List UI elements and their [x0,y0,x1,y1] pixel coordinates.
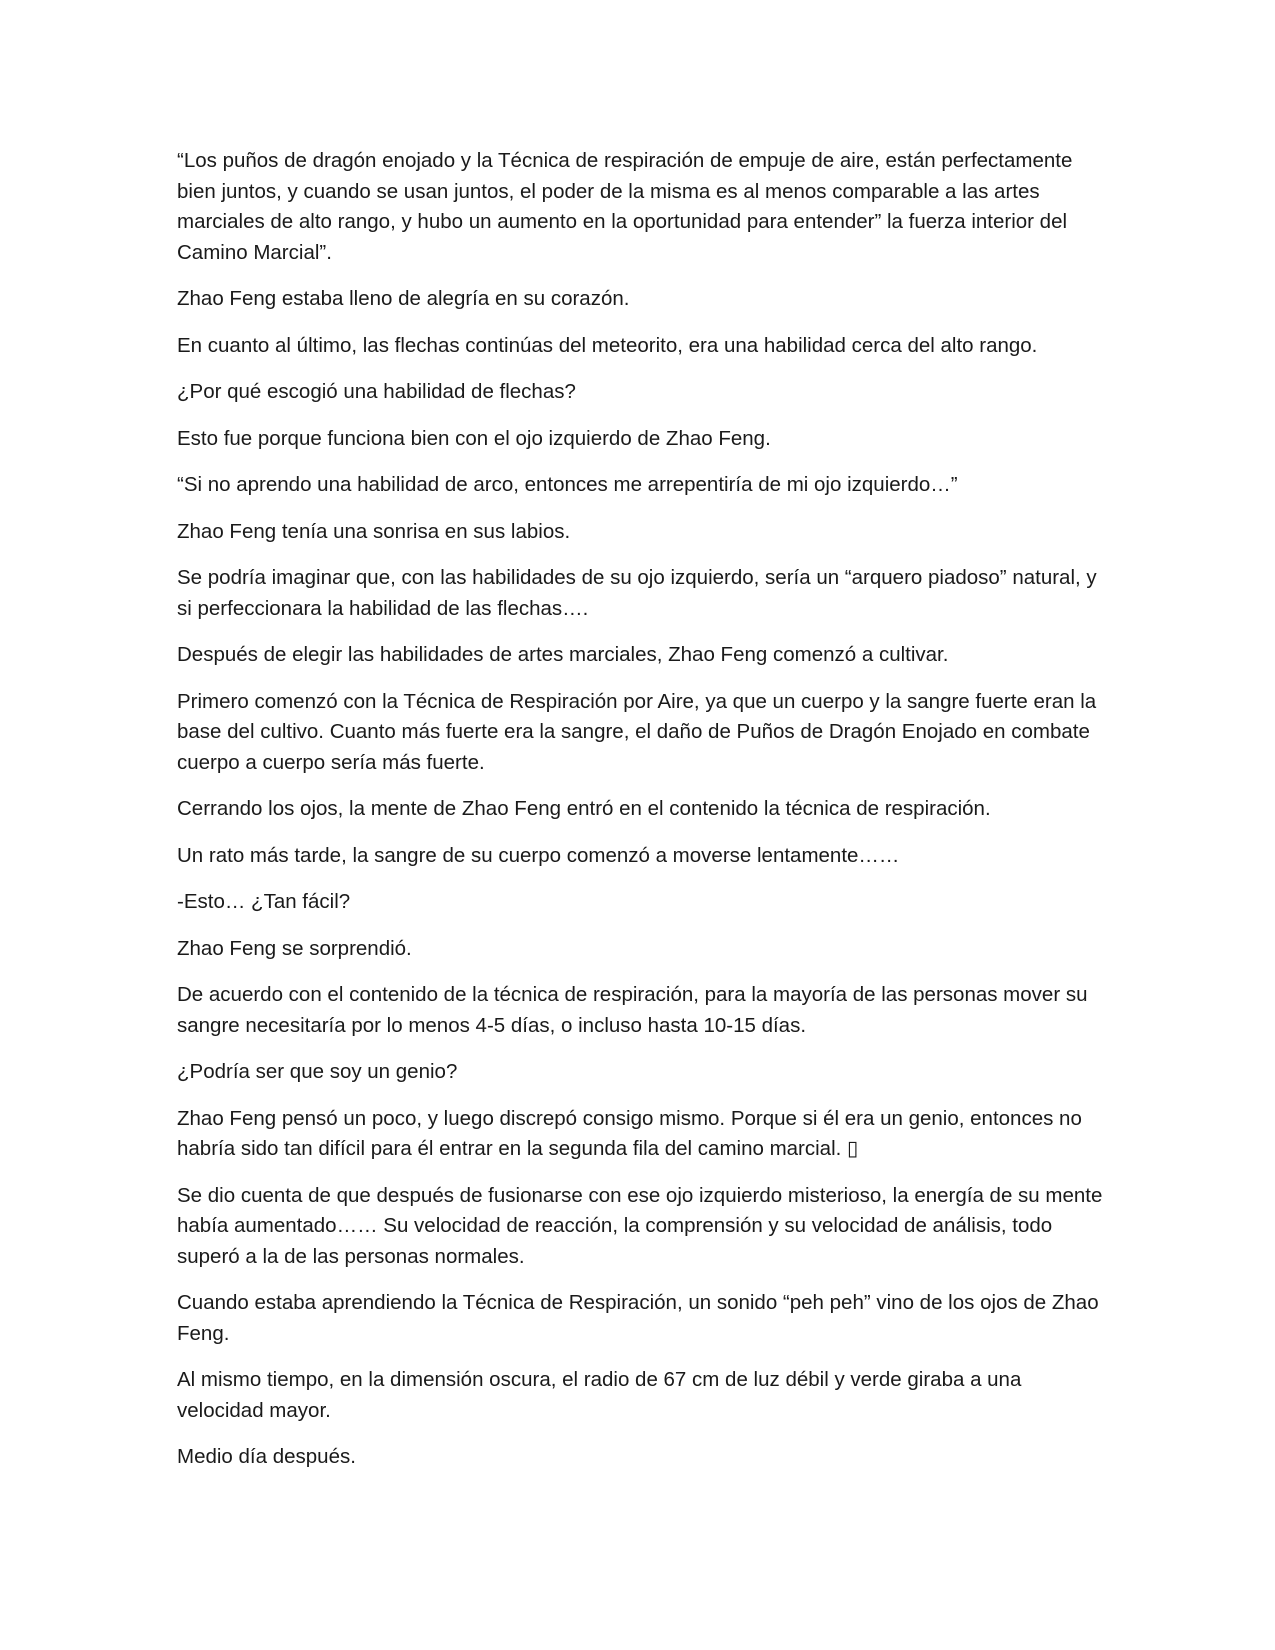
paragraph: Primero comenzó con la Técnica de Respiración por Aire, ya que un cuerpo y la sangre fuerte eran la base del cultivo. Cuanto más fuerte era la sangre, el daño de Puños de Dragón Enojado en combate cuerpo a cuerpo sería más fuerte. [177,689,1097,774]
paragraph: Zhao Feng estaba lleno de alegría en su corazón. [177,287,630,310]
paragraph: “Si no aprendo una habilidad de arco, entonces me arrepentiría de mi ojo izquierdo…” [177,473,958,496]
paragraph: ¿Por qué escogió una habilidad de flechas? [177,380,576,403]
paragraph: Zhao Feng pensó un poco, y luego discrepó consigo mismo. Porque si él era un genio, entonces no habría sido tan difícil para él entrar en la segunda fila del camino marcial. ▯ [177,1106,1082,1160]
paragraph: Cerrando los ojos, la mente de Zhao Feng entró en el contenido la técnica de respiración. [177,797,991,820]
paragraph: De acuerdo con el contenido de la técnica de respiración, para la mayoría de las personas mover su sangre necesitaría por lo menos 4-5 días, o incluso hasta 10-15 días. [177,983,1088,1037]
document-body [177,146,1107,1489]
paragraph: Después de elegir las habilidades de artes marciales, Zhao Feng comenzó a cultivar. [177,643,949,666]
paragraph: Se dio cuenta de que después de fusionarse con ese ojo izquierdo misterioso, la energía de su mente había aumentado…… Su velocidad de reacción, la comprensión y su velocidad de análisis, todo superó a la de las personas normales. [177,1183,1103,1268]
paragraph: En cuanto al último, las flechas continúas del meteorito, era una habilidad cerca del alto rango. [177,333,1038,357]
paragraph: “Los puños de dragón enojado y la Técnica de respiración de empuje de aire, están perfectamente bien juntos, y cuando se usan juntos, el poder de la misma es al menos comparable a las artes marciales de alto rango, y hubo un aumento en la oportunidad para entender” la fuerza interior del Camino Marcial”. [177,149,1073,264]
paragraph: Se podría imaginar que, con las habilidades de su ojo izquierdo, sería un “arquero piadoso” natural, y si perfeccionara la habilidad de las flechas…. [177,566,1097,620]
paragraph: Cuando estaba aprendiendo la Técnica de Respiración, un sonido “peh peh” vino de los ojos de Zhao Feng. [177,1291,1099,1345]
paragraph: Un rato más tarde, la sangre de su cuerpo comenzó a moverse lentamente…… [177,843,900,867]
paragraph: ¿Podría ser que soy un genio? [177,1060,458,1083]
paragraph: Al mismo tiempo, en la dimensión oscura, el radio de 67 cm de luz débil y verde giraba a una velocidad mayor. [177,1368,1022,1422]
paragraph: Medio día después. [177,1445,356,1468]
paragraph: Zhao Feng tenía una sonrisa en sus labios. [177,519,571,543]
paragraph: Esto fue porque funciona bien con el ojo izquierdo de Zhao Feng. [177,426,771,450]
paragraph: -Esto… ¿Tan fácil? [177,890,351,913]
paragraph: Zhao Feng se sorprendió. [177,936,412,960]
